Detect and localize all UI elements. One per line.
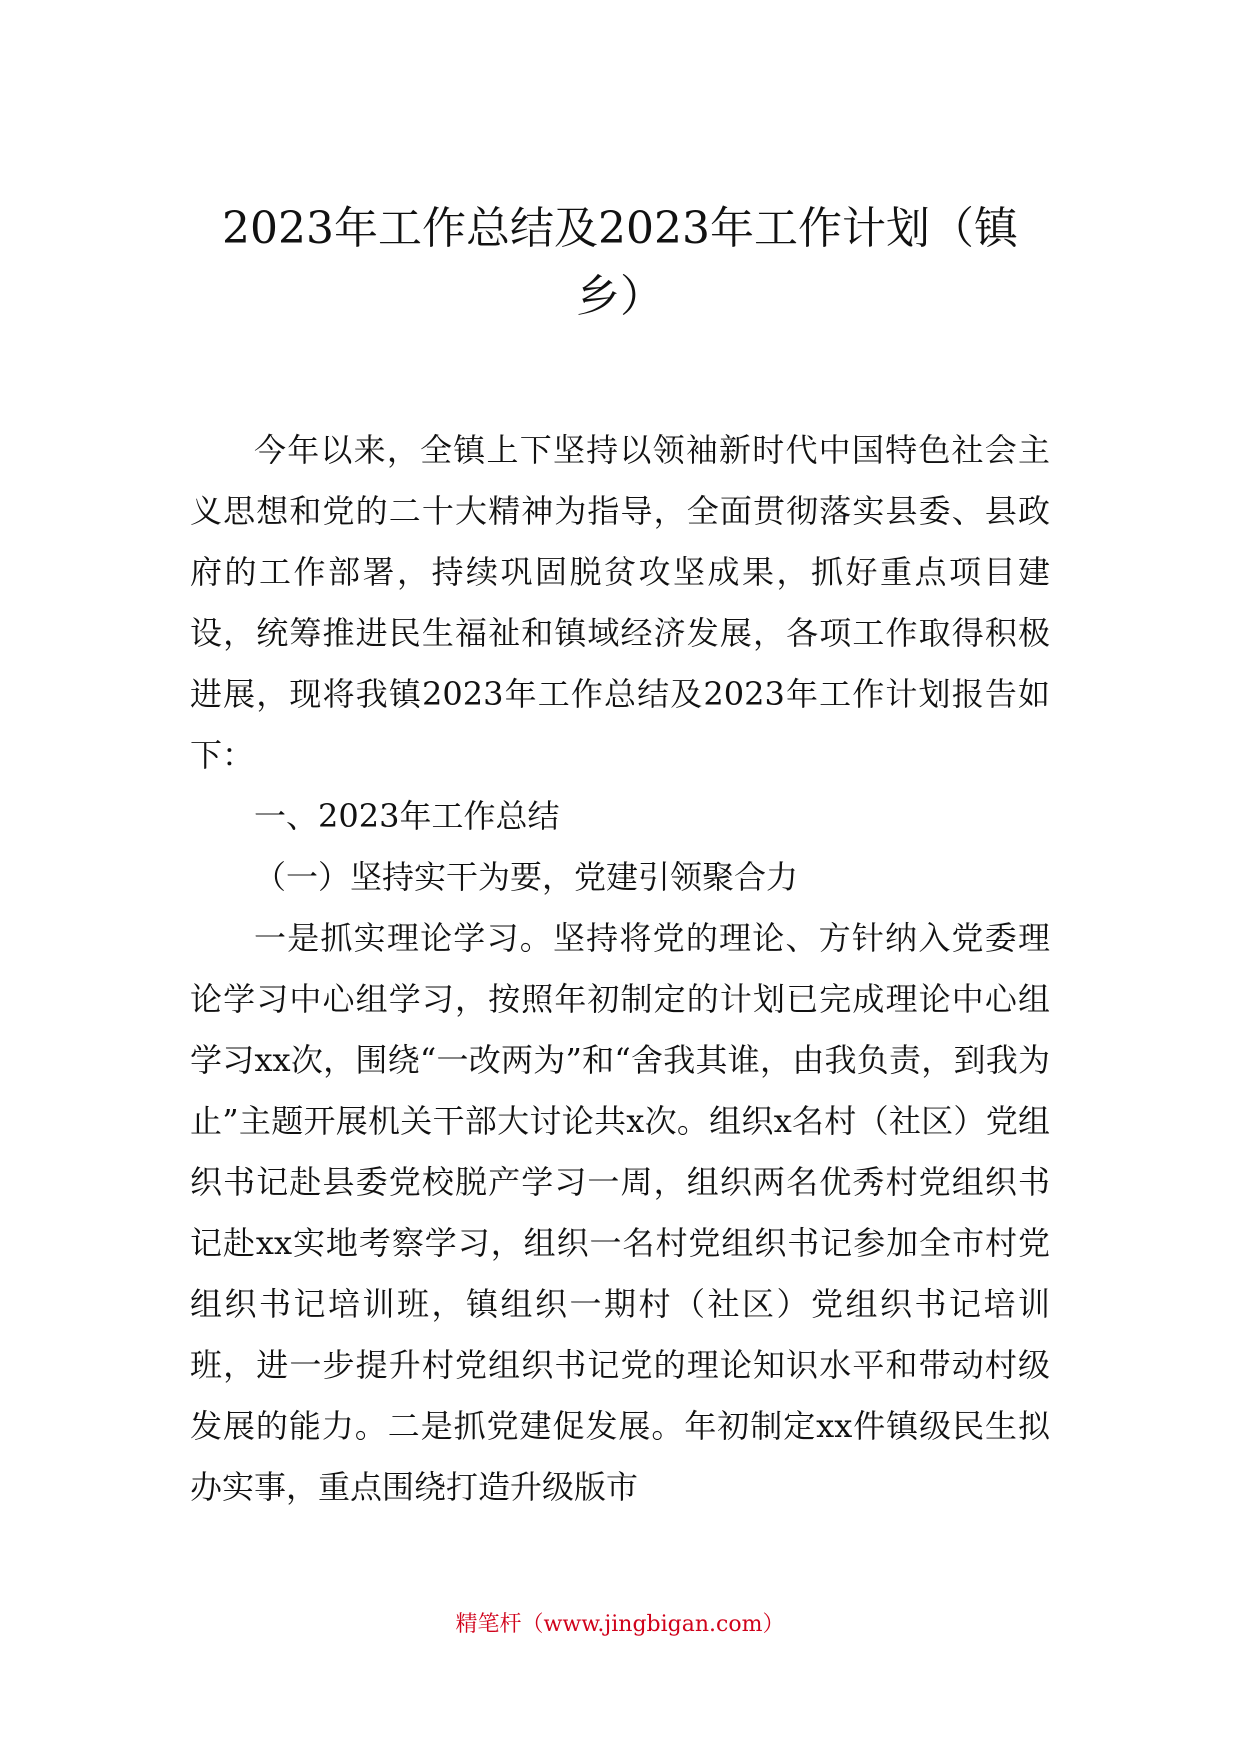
intro-paragraph: 今年以来，全镇上下坚持以领袖新时代中国特色社会主义思想和党的二十大精神为指导，全面贯彻落实县委、县政府的工作部署，持续巩固脱贫攻坚成果，抓好重点项目建设，统筹推进民生福祉和镇域经济发展，各项工作取得积极进展，现将我镇2023年工作总结及2023年工作计划报告如下：	[190, 431, 1050, 774]
document-body	[190, 420, 1050, 1518]
subsection-paragraph: 一是抓实理论学习。坚持将党的理论、方针纳入党委理论学习中心组学习，按照年初制定的计划已完成理论中心组学习xx次，围绕“一改两为”和“舍我其谁，由我负责，到我为止”主题开展机关干部大讨论共x次。组织x名村（社区）党组织书记赴县委党校脱产学习一周，组织两名优秀村党组织书记赴xx实地考察学习，组织一名村党组织书记参加全市村党组织书记培训班，镇组织一期村（社区）党组织书记培训班，进一步提升村党组织书记党的理论知识水平和带动村级发展的能力。二是抓党建促发展。年初制定xx件镇级民生拟办实事，重点围绕打造升级版市	[190, 919, 1050, 1506]
subsection-heading: （一）坚持实干为要，党建引领聚合力	[254, 858, 799, 896]
section-heading: 一、2023年工作总结	[254, 797, 560, 835]
footer-watermark-link[interactable]: 精笔杆（www.jingbigan.com）	[455, 1612, 785, 1637]
document-title: 2023年工作总结及2023年工作计划（镇乡）	[222, 203, 1018, 322]
